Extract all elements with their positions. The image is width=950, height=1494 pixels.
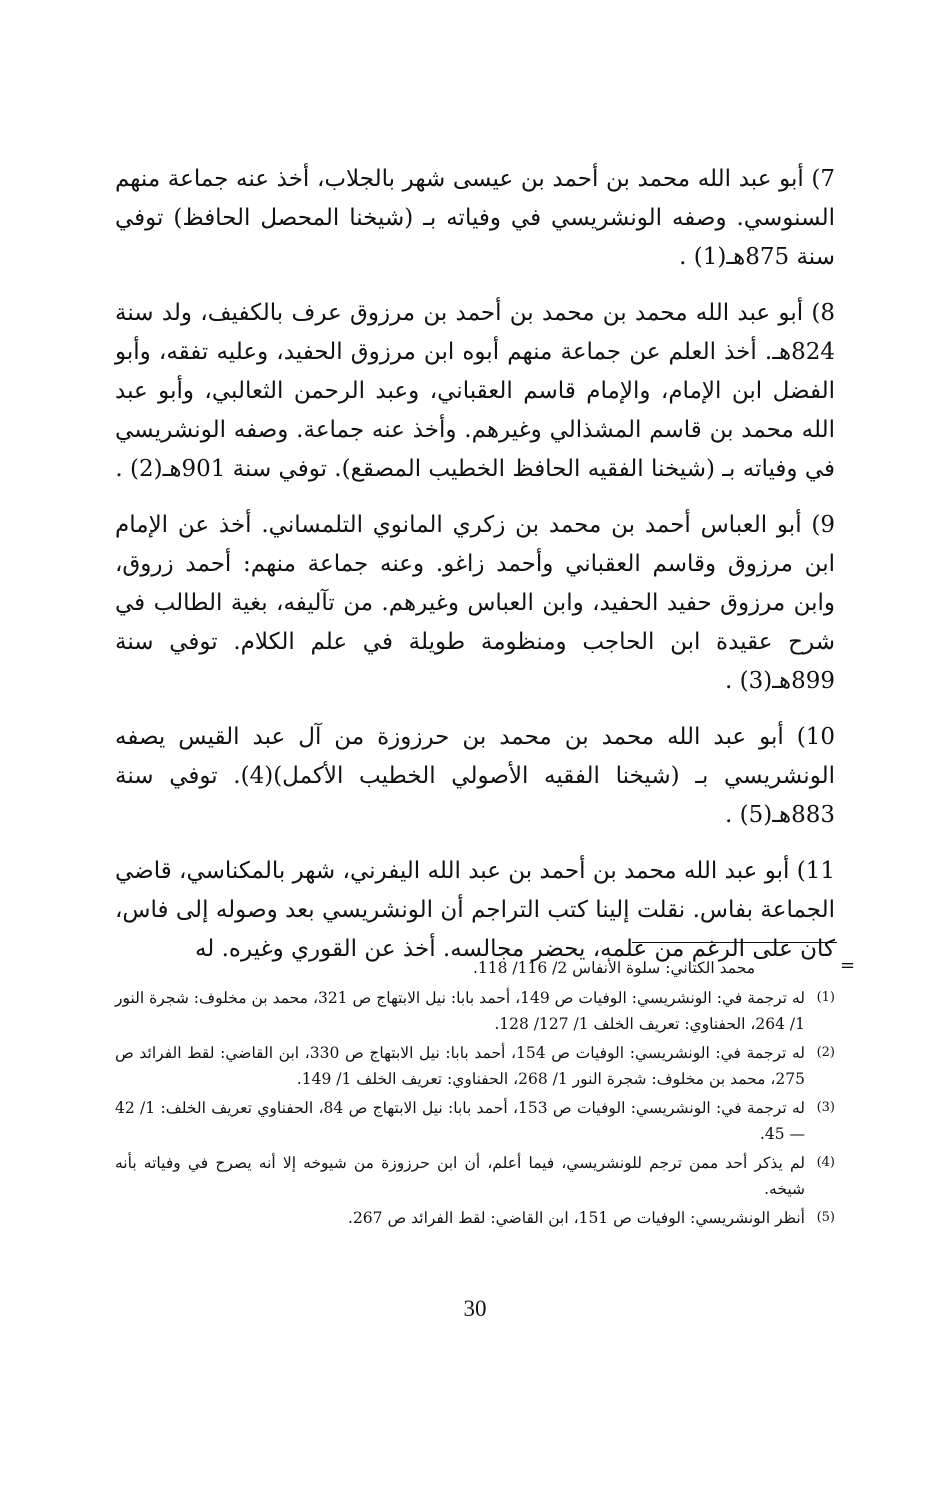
entry-8: 8) أبو عبد الله محمد بن محمد بن أحمد بن مرزوق عرف بالكفيف، ولد سنة 824هـ. أخذ العلم عن جماعة منهم أبوه ابن مرزوق الحفيد، وعليه تفقه، وأبو الفضل ابن الإمام، والإمام قاسم العقباني، وعبد الرحمن الثعالبي، وأبو عبد الله محمد بن قاسم المشذالي وغيرهم. وأخذ عنه جماعة. وصفه الونشريسي في وفياته بـ (شيخنا الفقيه الحافظ الخطيب المصقع). توفي سنة 901هـ(2) .: [115, 300, 835, 482]
footnote-separator: [632, 942, 837, 943]
entry-7: 7) أبو عبد الله محمد بن أحمد بن عيسى شهر بالجلاب، أخذ عنه جماعة منهم السنوسي. وصفه الونشريسي في وفياته بـ (شيخنا المحصل الحافظ) توفي سنة 875هـ(1) .: [115, 166, 835, 270]
footnote-number: (3): [816, 1100, 835, 1115]
footnote-text: له ترجمة في: الونشريسي: الوفيات ص 149، أحمد بابا: نيل الابتهاج ص 321، محمد بن مخلوف: شجرة النور 1/ 264، الحفناوي: تعريف الخلف 1/ 127/ 128.: [115, 989, 805, 1033]
footnote-text: له ترجمة في: الونشريسي: الوفيات ص 154، أحمد بابا: نيل الابتهاج ص 330، ابن القاضي: لقط الفرائد ص 275، محمد بن مخلوف: شجرة النور 1/ 268، الحفناوي: تعريف الخلف 1/ 149.: [115, 1044, 805, 1088]
footnote-number: (4): [816, 1155, 835, 1170]
entry-9: 9) أبو العباس أحمد بن محمد بن زكري المانوي التلمساني. أخذ عن الإمام ابن مرزوق وقاسم العقباني وأحمد زاغو. وعنه جماعة منهم: أحمد زروق، وابن مرزوق حفيد الحفيد، وابن العباس وغيرهم. من تآليفه، بغية الطالب في شرح عقيدة ابن الحاجب ومنظومة طويلة في علم الكلام. توفي سنة 899هـ(3) .: [115, 512, 835, 694]
entry-11: 11) أبو عبد الله محمد بن أحمد بن عبد الله اليفرني، شهر بالمكناسي، قاضي الجماعة بفاس. نقلت إلينا كتب التراجم أن الونشريسي بعد وصوله إلى فاس، كان على الرغم من علمه، يحضر مجالسه. أخذ عن القوري وغيره. له: [115, 858, 835, 962]
footnote-number: (5): [816, 1210, 835, 1225]
page-number: 30: [463, 1296, 487, 1321]
entry-10: 10) أبو عبد الله محمد بن محمد بن حرزوزة من آل عبد القيس يصفه الونشريسي بـ (شيخنا الفقيه الأصولي الخطيب الأكمل)(4). توفي سنة 883هـ(5) .: [115, 724, 835, 828]
footnote-number: (1): [816, 990, 835, 1005]
footnote-1: [115, 985, 835, 1037]
footnote-number: (2): [816, 1045, 835, 1060]
main-text: [115, 160, 835, 986]
footnotes: [115, 955, 835, 1234]
footnote-text: لم يذكر أحد ممن ترجم للونشريسي، فيما أعلم، أن ابن حرزوزة من شيوخه إلا أنه يصرح في وفياته بأنه شيخه.: [115, 1154, 805, 1198]
footnote-continuation: محمد الكتاني: سلوة الأنفاس 2/ 116/ 118.: [472, 959, 755, 977]
footnote-text: أنظر الونشريسي: الوفيات ص 151، ابن القاضي: لقط الفرائد ص 267.: [348, 1209, 805, 1227]
footnote-2: [115, 1040, 835, 1092]
footnote-5: [115, 1205, 835, 1231]
footnote-3: [115, 1095, 835, 1147]
footnote-text: له ترجمة في: الونشريسي: الوفيات ص 153، أحمد بابا: نيل الابتهاج ص 84، الحفناوي تعريف الخلف: 1/ 42 — 45.: [115, 1099, 806, 1143]
footnote-4: [115, 1150, 835, 1202]
footnote-continuation-mark: =: [840, 955, 856, 976]
